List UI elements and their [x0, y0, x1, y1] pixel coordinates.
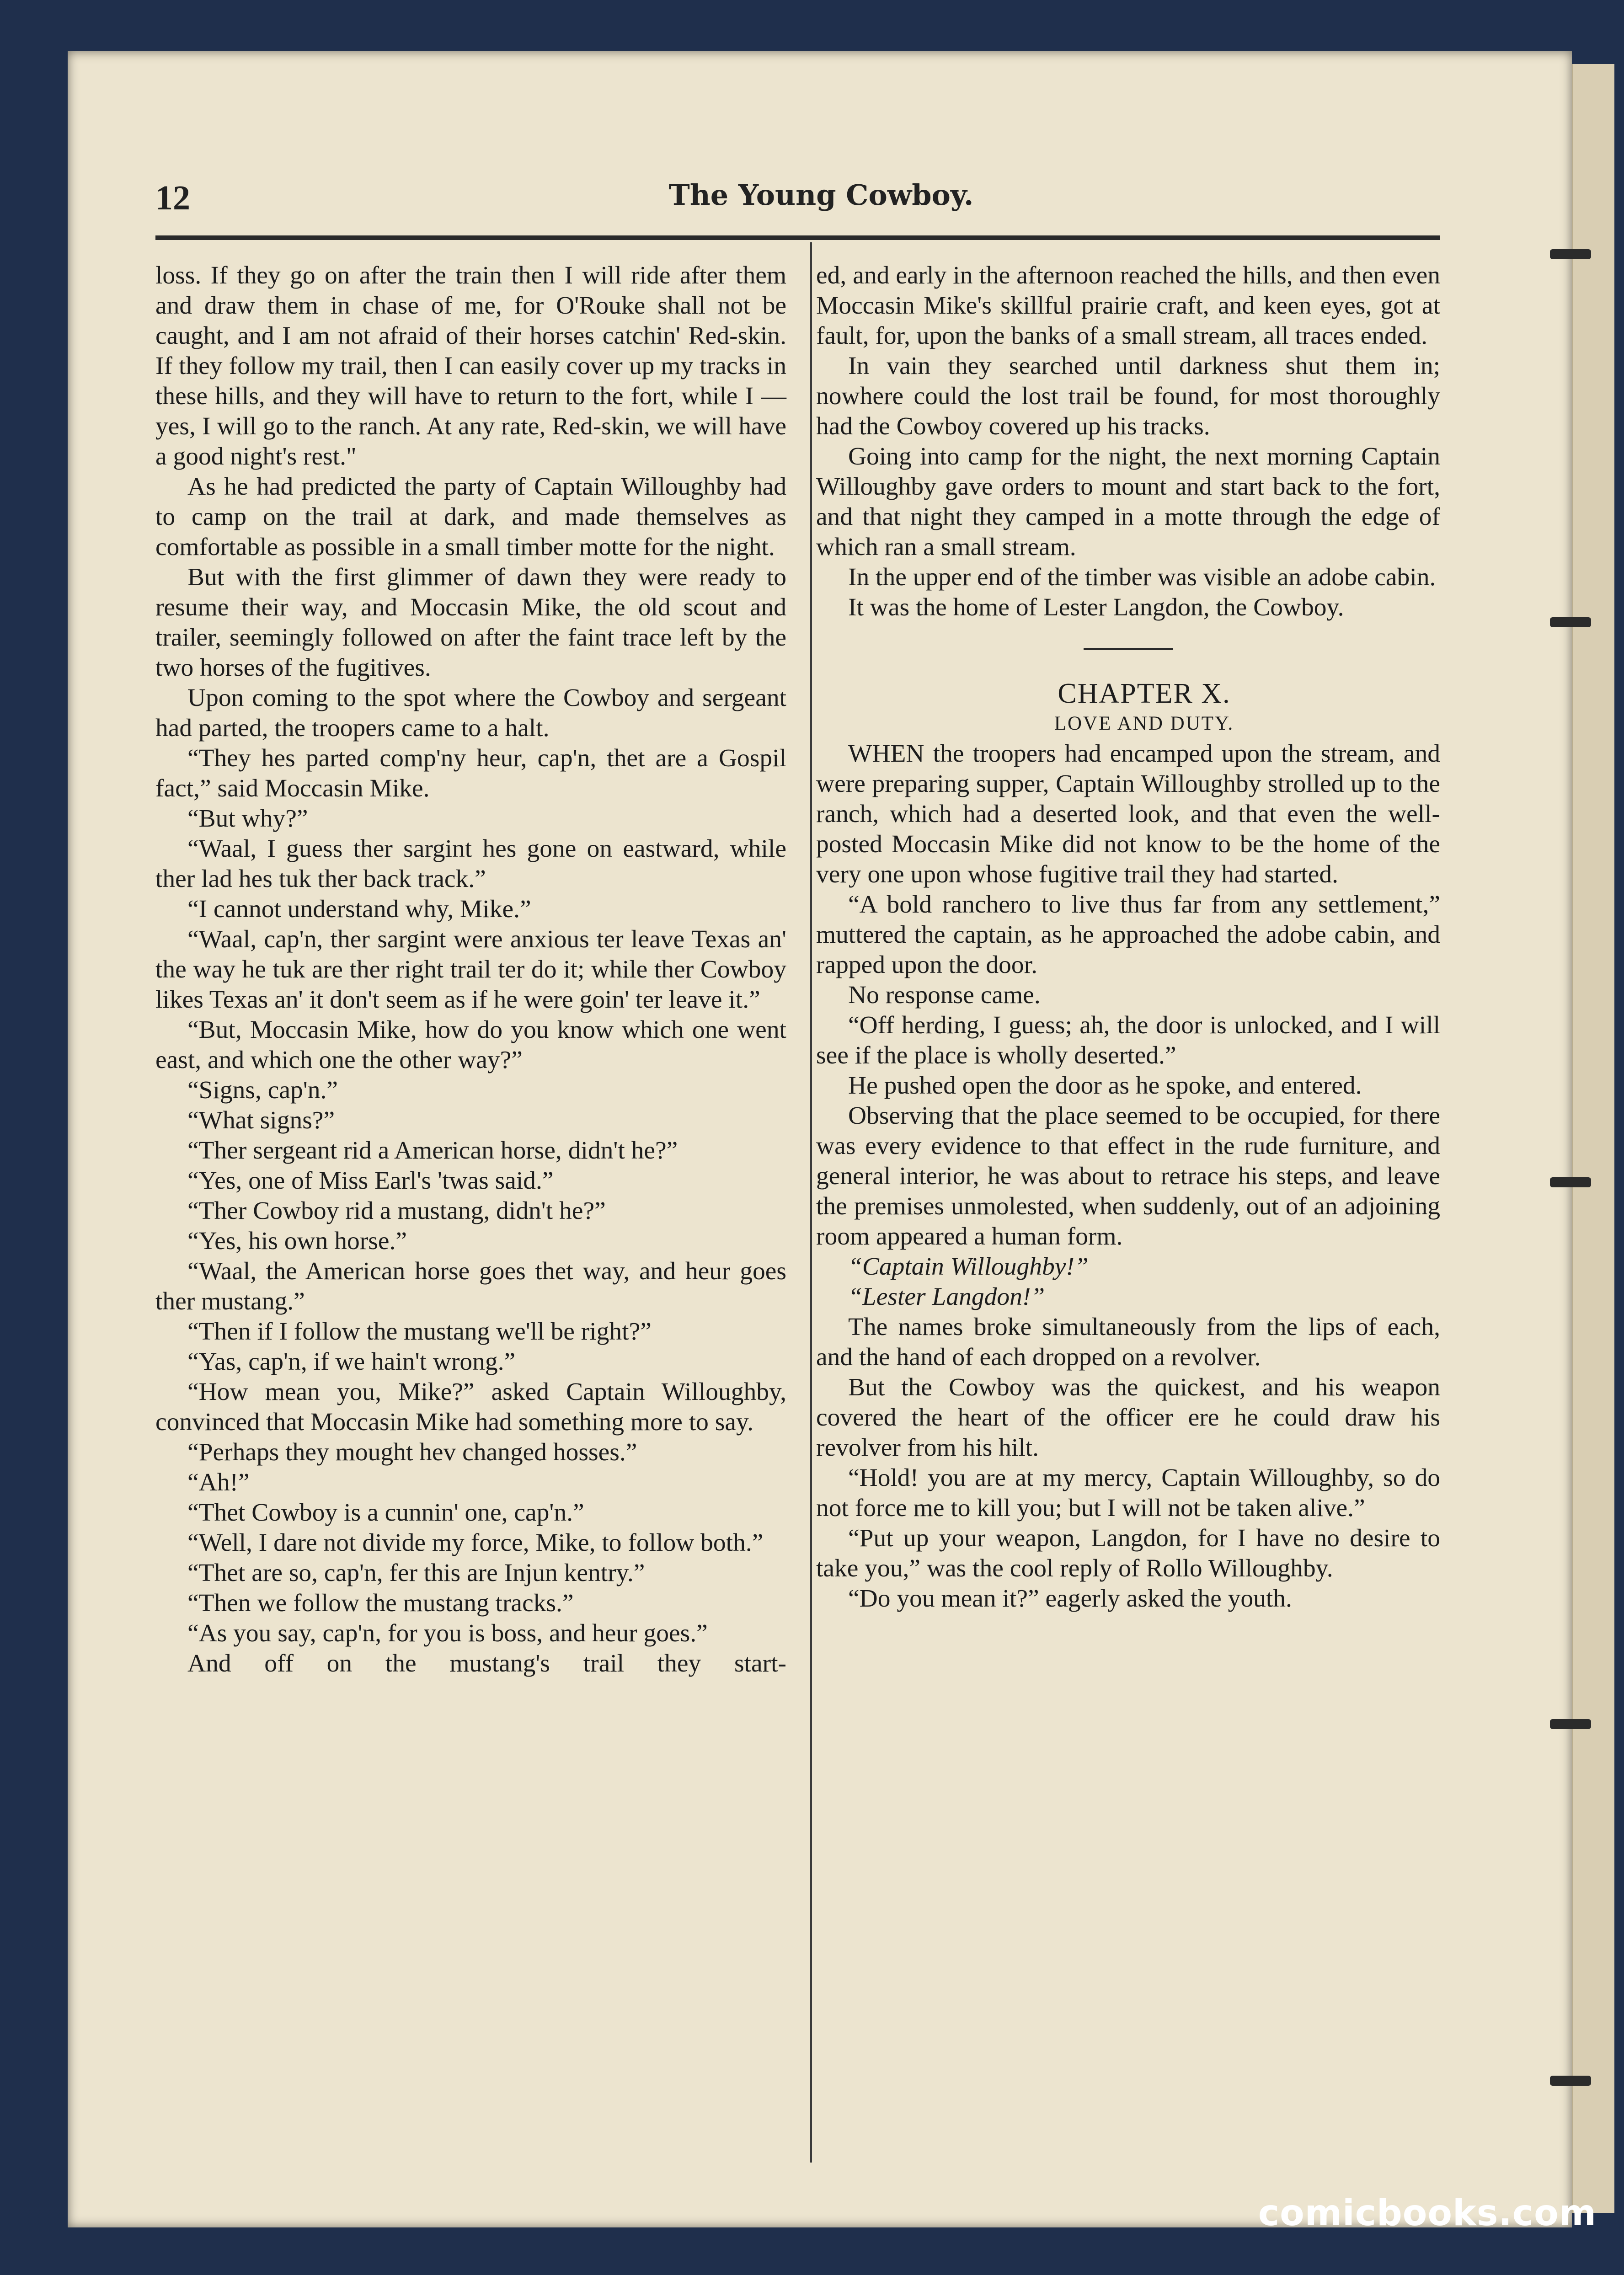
paragraph: “Ther sergeant rid a American horse, didn't he?”	[187, 1137, 678, 1164]
paragraph: “As you say, cap'n, for you is boss, and heur goes.”	[187, 1619, 708, 1647]
paragraph: ed, and early in the afternoon reached the hills, and then even Moccasin Mike's skillful prairie craft, and keen eyes, got at fault, for, upon the banks of a small stream, all traces ended.	[816, 262, 1440, 350]
paragraph: “Yes, his own horse.”	[187, 1227, 407, 1255]
watermark: comicbooks.com	[1258, 2193, 1597, 2234]
paragraph: Going into camp for the night, the next morning Captain Willoughby gave orders to mount and start back to the fort, and that night they camped in a motte through the edge of which ran a small stream.	[816, 443, 1440, 561]
paragraph: No response came.	[848, 981, 1041, 1009]
paragraph: “Then if I follow the mustang we'll be right?”	[187, 1318, 652, 1346]
paragraph: In vain they searched until darkness shut them in; nowhere could the lost trail be found, for most thoroughly had the Cowboy covered up his tracks.	[816, 352, 1440, 440]
paragraph: “Signs, cap'n.”	[187, 1076, 338, 1104]
paragraph: He pushed open the door as he spoke, and entered.	[848, 1072, 1362, 1100]
paragraph: “Off herding, I guess; ah, the door is unlocked, and I will see if the place is wholly deserted.”	[816, 1011, 1440, 1069]
paragraph: And off on the mustang's trail they start-	[187, 1650, 786, 1677]
paragraph: But with the first glimmer of dawn they were ready to resume their way, and Moccasin Mike, the old scout and trailer, seemingly followed on after the faint trace left by the two horses of the fugitives.	[155, 563, 786, 682]
paragraph: It was the home of Lester Langdon, the Cowboy.	[848, 593, 1344, 621]
paragraph: But the Cowboy was the quickest, and his weapon covered the heart of the officer ere he could draw his revolver from his hilt.	[816, 1373, 1440, 1462]
binding-staple	[1550, 2076, 1591, 2086]
paragraph: “What signs?”	[187, 1106, 335, 1134]
chapter-heading: CHAPTER X.	[1058, 678, 1231, 709]
column-divider	[810, 242, 812, 2163]
paragraph: “But, Moccasin Mike, how do you know which one went east, and which one the other way?”	[155, 1016, 786, 1074]
paragraph: “How mean you, Mike?” asked Captain Willoughby, convinced that Moccasin Mike had something more to say.	[155, 1378, 786, 1436]
page-edge	[1572, 64, 1614, 2213]
paragraph: The names broke simultaneously from the lips of each, and the hand of each dropped on a revolver.	[816, 1313, 1440, 1371]
paragraph: WHEN the troopers had encamped upon the stream, and were preparing supper, Captain Willoughby strolled up to the ranch, which had a deserted look, and that even the well-posted Moccasin Mike did not know to be the home of the very one upon whose fugitive trail they had started.	[816, 740, 1440, 888]
binding-staple	[1550, 249, 1591, 259]
binding-staple	[1550, 617, 1591, 627]
paragraph: “I cannot understand why, Mike.”	[187, 895, 531, 923]
binding-staple	[1550, 1719, 1591, 1729]
paragraph: “A bold ranchero to live thus far from any settlement,” muttered the captain, as he approached the adobe cabin, and rapped upon the door.	[816, 891, 1440, 979]
paragraph: Observing that the place seemed to be occupied, for there was every evidence to that effect in the rude furniture, and general interior, he was about to retrace his steps, and leave the premises unmolested, when suddenly, out of an adjoining room appeared a human form.	[816, 1102, 1440, 1250]
right-column	[816, 261, 1440, 1614]
paragraph: As he had predicted the party of Captain Willoughby had to camp on the trail at dark, and made themselves as comfortable as possible in a small timber motte for the night.	[155, 473, 786, 561]
paragraph: “Waal, cap'n, ther sargint were anxious ter leave Texas an' the way he tuk are ther right trail ter do it; while ther Cowboy likes Texas an' it don't seem as if he were goin' ter leave it.”	[155, 925, 786, 1014]
paragraph: “Waal, the American horse goes thet way, and heur goes ther mustang.”	[155, 1257, 786, 1315]
paragraph: “But why?”	[187, 805, 308, 833]
paragraph: “Do you mean it?” eagerly asked the youth.	[848, 1585, 1292, 1613]
paragraph: “Yes, one of Miss Earl's 'twas said.”	[187, 1167, 554, 1195]
section-separator	[1084, 648, 1173, 650]
paragraph: “Lester Langdon!”	[848, 1283, 1045, 1311]
left-column	[155, 261, 786, 1679]
paragraph: “Waal, I guess ther sargint hes gone on eastward, while ther lad hes tuk ther back track.”	[155, 835, 786, 893]
paragraph: Upon coming to the spot where the Cowboy and sergeant had parted, the troopers came to a halt.	[155, 684, 786, 742]
paragraph: “Thet Cowboy is a cunnin' one, cap'n.”	[187, 1499, 584, 1527]
paragraph: “Well, I dare not divide my force, Mike, to follow both.”	[187, 1529, 764, 1557]
paragraph: “Put up your weapon, Langdon, for I have no desire to take you,” was the cool reply of Rollo Willoughby.	[816, 1524, 1440, 1582]
paragraph: “Yas, cap'n, if we hain't wrong.”	[187, 1348, 516, 1376]
binding-staple	[1550, 1177, 1591, 1187]
paragraph: “Then we follow the mustang tracks.”	[187, 1589, 574, 1617]
paragraph: “They hes parted comp'ny heur, cap'n, thet are a Gospil fact,” said Moccasin Mike.	[155, 744, 786, 802]
paragraph: “Captain Willoughby!”	[848, 1253, 1089, 1281]
paragraph: In the upper end of the timber was visible an adobe cabin.	[848, 563, 1436, 591]
paragraph: “Thet are so, cap'n, fer this are Injun kentry.”	[187, 1559, 645, 1587]
chapter-subheading: LOVE AND DUTY.	[1054, 713, 1234, 734]
paragraph: “Hold! you are at my mercy, Captain Willoughby, so do not force me to kill you; but I will not be taken alive.”	[816, 1464, 1440, 1522]
running-title: The Young Cowboy.	[668, 178, 974, 212]
paragraph: “Ther Cowboy rid a mustang, didn't he?”	[187, 1197, 606, 1225]
page-number: 12	[155, 179, 190, 217]
paragraph: “Ah!”	[187, 1469, 250, 1496]
header-rule	[155, 235, 1440, 240]
paragraph: “Perhaps they mought hev changed hosses.”	[187, 1438, 637, 1466]
paragraph: loss. If they go on after the train then I will ride after them and draw them in chase of me, for O'Rouke shall not be caught, and I am not afraid of their horses catchin' Red-skin. If they follow my trail, then I can easily cover up my tracks in these hills, and they will have to return to the fort, while I —yes, I will go to the ranch. At any rate, Red-skin, we will have a good night's rest."	[155, 262, 786, 470]
